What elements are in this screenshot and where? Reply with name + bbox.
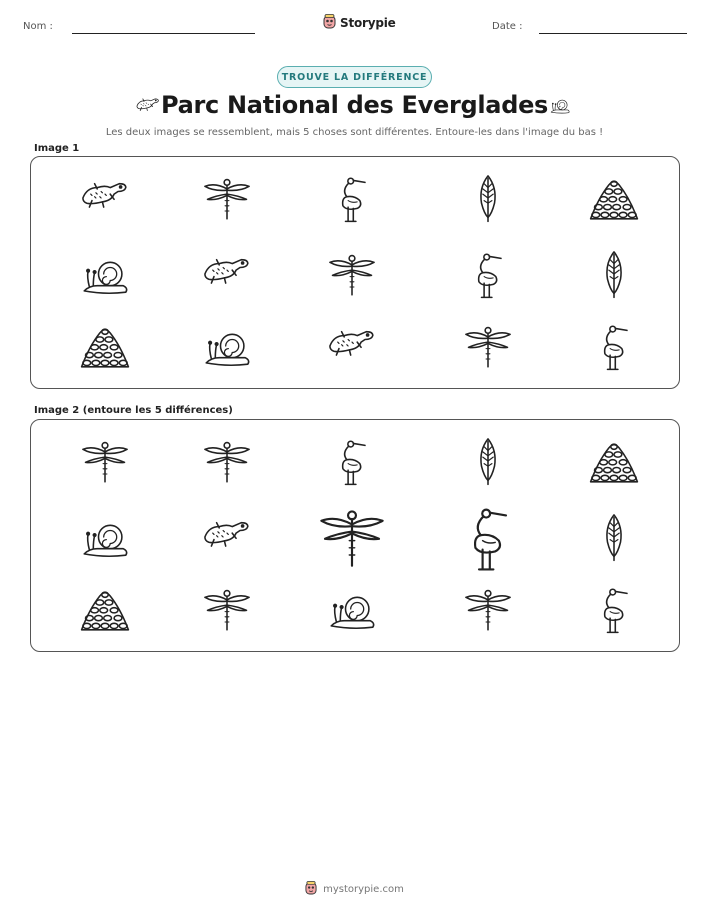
dragonfly-icon[interactable] bbox=[316, 501, 388, 573]
heron-icon[interactable] bbox=[326, 435, 378, 487]
rock-pile-icon[interactable] bbox=[588, 435, 640, 487]
name-label: Nom : bbox=[23, 21, 53, 32]
heron-drawing bbox=[588, 583, 640, 635]
heron-drawing bbox=[326, 435, 378, 487]
dragonfly-drawing bbox=[316, 501, 388, 573]
heron-icon bbox=[462, 248, 514, 300]
rock-pile-drawing bbox=[588, 435, 640, 487]
snail-drawing bbox=[326, 583, 378, 635]
leaf-drawing bbox=[588, 248, 640, 300]
lizard-drawing bbox=[326, 320, 378, 372]
instructions: Les deux images se ressemblent, mais 5 choses sont différentes. Entoure-les dans l'image du bas ! bbox=[105, 127, 604, 138]
snail-icon[interactable] bbox=[79, 511, 131, 563]
dragonfly-icon bbox=[326, 248, 378, 300]
heron-icon bbox=[326, 172, 378, 224]
rock-pile-icon bbox=[588, 172, 640, 224]
brand-logo bbox=[323, 13, 396, 33]
date-field[interactable] bbox=[539, 33, 687, 34]
snail-drawing bbox=[201, 320, 253, 372]
page-title: Parc National des Everglades bbox=[160, 91, 549, 119]
snail-icon[interactable] bbox=[326, 583, 378, 635]
leaf-drawing bbox=[588, 511, 640, 563]
dragonfly-icon[interactable] bbox=[462, 583, 514, 635]
leaf-icon[interactable] bbox=[588, 511, 640, 563]
snail-icon bbox=[546, 94, 574, 120]
image1-grid bbox=[30, 156, 680, 389]
rock-pile-icon bbox=[79, 320, 131, 372]
lizard-drawing bbox=[201, 511, 253, 563]
footer-site: mystorypie.com bbox=[323, 884, 404, 895]
brand-name: Storypie bbox=[340, 16, 396, 30]
storypie-mascot-icon bbox=[305, 881, 317, 898]
snail-drawing bbox=[79, 511, 131, 563]
date-label: Date : bbox=[492, 21, 523, 32]
leaf-drawing bbox=[462, 435, 514, 487]
leaf-drawing bbox=[462, 172, 514, 224]
activity-badge: TROUVE LA DIFFÉRENCE bbox=[277, 66, 432, 88]
footer bbox=[0, 881, 709, 898]
dragonfly-drawing bbox=[462, 320, 514, 372]
heron-drawing bbox=[326, 172, 378, 224]
dragonfly-drawing bbox=[201, 172, 253, 224]
rock-pile-drawing bbox=[79, 583, 131, 635]
lizard-icon bbox=[201, 248, 253, 300]
rock-pile-icon[interactable] bbox=[79, 583, 131, 635]
heron-drawing bbox=[462, 248, 514, 300]
image2-grid[interactable] bbox=[30, 419, 680, 652]
dragonfly-icon bbox=[201, 172, 253, 224]
dragonfly-icon[interactable] bbox=[79, 435, 131, 487]
lizard-icon[interactable] bbox=[201, 511, 253, 563]
rock-pile-drawing bbox=[588, 172, 640, 224]
snail-icon bbox=[79, 248, 131, 300]
rock-pile-drawing bbox=[79, 320, 131, 372]
heron-drawing bbox=[588, 320, 640, 372]
heron-drawing bbox=[452, 501, 524, 573]
dragonfly-icon bbox=[462, 320, 514, 372]
dragonfly-icon[interactable] bbox=[201, 435, 253, 487]
lizard-icon bbox=[79, 172, 131, 224]
heron-icon bbox=[588, 320, 640, 372]
dragonfly-drawing bbox=[201, 435, 253, 487]
snail-drawing bbox=[79, 248, 131, 300]
dragonfly-drawing bbox=[462, 583, 514, 635]
leaf-icon bbox=[462, 172, 514, 224]
heron-icon[interactable] bbox=[588, 583, 640, 635]
image2-label: Image 2 (entoure les 5 différences) bbox=[34, 405, 233, 416]
dragonfly-drawing bbox=[201, 583, 253, 635]
dragonfly-drawing bbox=[326, 248, 378, 300]
dragonfly-drawing bbox=[79, 435, 131, 487]
name-field[interactable] bbox=[72, 33, 255, 34]
heron-icon[interactable] bbox=[452, 501, 524, 573]
storypie-mascot-icon bbox=[323, 14, 336, 33]
lizard-icon bbox=[326, 320, 378, 372]
lizard-drawing bbox=[79, 172, 131, 224]
leaf-icon[interactable] bbox=[462, 435, 514, 487]
lizard-drawing bbox=[201, 248, 253, 300]
leaf-icon bbox=[588, 248, 640, 300]
image1-label: Image 1 bbox=[34, 143, 80, 154]
snail-icon bbox=[201, 320, 253, 372]
dragonfly-icon[interactable] bbox=[201, 583, 253, 635]
